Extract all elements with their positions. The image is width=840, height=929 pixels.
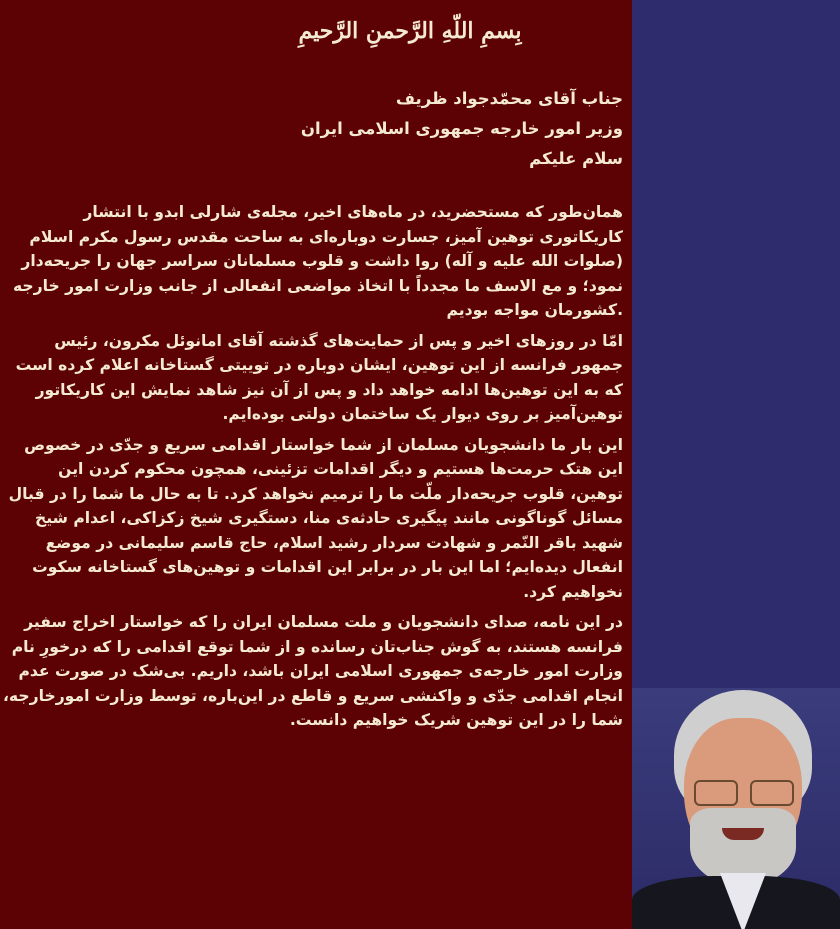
letter-paragraph bbox=[12, 200, 623, 323]
letter-paragraph bbox=[3, 610, 623, 733]
address-recipient: جناب آقای محمّدجواد ظریف bbox=[395, 89, 623, 108]
paragraph-line: توهین‌آمیز بر روی دیوار یک ساختمان دولتی بوده‌ایم. bbox=[222, 405, 623, 423]
paragraph-line: امّا در روزهای اخیر و پس از حمایت‌های گذشته آقای امانوئل مکرون، رئیس bbox=[54, 331, 623, 350]
paragraph-line: وزارت امور خارجه‌ی جمهوری اسلامی ایران باشد، داریم. بی‌شک در صورت عدم bbox=[18, 662, 623, 680]
basmala-heading: بِسمِ اللّهِ الرَّحمنِ الرَّحیمِ bbox=[298, 18, 522, 44]
address-greeting: سلام علیکم bbox=[529, 149, 623, 168]
letter-body bbox=[3, 200, 623, 739]
paragraph-line: نخواهیم کرد. bbox=[523, 582, 623, 601]
paragraph-line: این هتک حرمت‌ها هستیم و دیگر اقدامات تزئینی، همچون محکوم کردن این bbox=[58, 460, 623, 478]
paragraph-line: شهید باقر النّمر و شهادت سردار رشید اسلام، حاج قاسم سلیمانی در موضع bbox=[45, 533, 623, 552]
letter-address bbox=[205, 84, 623, 174]
portrait-smile bbox=[722, 828, 764, 840]
paragraph-line: کاریکاتوری توهین آمیز، جسارت دوباره‌ای به ساحت مقدس رسول مکرم اسلام bbox=[29, 227, 623, 246]
paragraph-line: فرانسه هستند، به گوش جناب‌تان رسانده و از شما توقع اقدامی را که درخورِ نام bbox=[11, 637, 623, 656]
letter-paragraph bbox=[15, 329, 623, 427]
glasses-left bbox=[694, 780, 738, 806]
paragraph-line: مسائل گوناگونی مانند پیگیری حادثه‌ی منا، دستگیری شیخ زکزاکی، اعدام شیخ bbox=[34, 509, 623, 527]
paragraph-line: .کشورمان مواجه بودیم bbox=[446, 301, 623, 319]
address-title: وزیر امور خارجه جمهوری اسلامی ایران bbox=[300, 119, 623, 138]
paragraph-line: همان‌طور که مستحضرید، در ماه‌های اخیر، مجله‌ی شارلی ابدو با انتشار bbox=[83, 203, 623, 221]
paragraph-line: (صلوات الله علیه و آله) روا داشت و قلوب مسلمانان سراسر جهان را جریحه‌دار bbox=[21, 252, 623, 270]
paragraph-line: در این نامه، صدای دانشجویان و ملت مسلمان ایران را که خواستار اخراج سفیر bbox=[24, 613, 623, 631]
paragraph-line: این بار ما دانشجویان مسلمان از شما خواستار اقدامی سریع و جدّی در خصوص bbox=[24, 435, 623, 454]
letter-paragraph bbox=[8, 433, 623, 605]
glasses-right bbox=[750, 780, 794, 806]
paragraph-line: که به این توهین‌ها ادامه خواهد داد و پس از آن نیز شاهد نمایش این کاریکاتور bbox=[35, 380, 623, 399]
paragraph-line: نمود؛ و مع الاسف ما مجدداً با اتخاذ مواضعی انفعالی از جانب وزارت امور خارجه bbox=[12, 276, 623, 295]
paragraph-line: توهین، قلوب جریحه‌دار ملّت ما را ترمیم نخواهد کرد. تا به حال ما شما را در قبال bbox=[8, 484, 623, 503]
paragraph-line: انجام اقدامی جدّی و واکنشی سریع و قاطع در این‌باره، توسط وزارت امورخارجه، bbox=[3, 686, 623, 705]
portrait-photo bbox=[632, 688, 840, 929]
paragraph-line: شما را در این توهین شریک خواهیم دانست. bbox=[289, 711, 623, 729]
paragraph-line: انفعال دیده‌ایم؛ اما این بار در برابر این اقدامات و توهین‌های گستاخانه سکوت bbox=[32, 558, 623, 576]
paragraph-line: جمهور فرانسه از این توهین، ایشان دوباره در توییتی گستاخانه اعلام کرده است bbox=[15, 356, 623, 374]
